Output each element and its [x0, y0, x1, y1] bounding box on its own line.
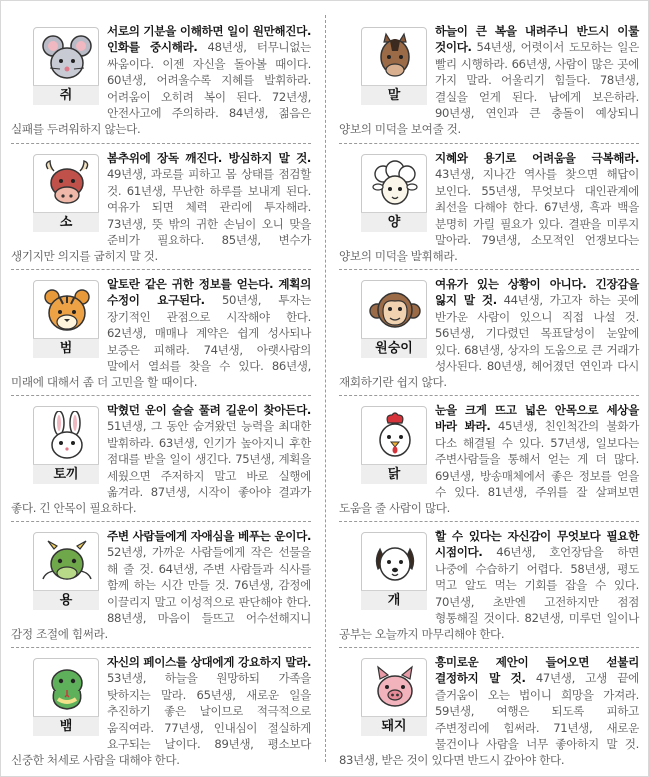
fortune-body: 53년생, 하늘을 원망하되 가족을 탓하지는 말라. 65년생, 새로운 일을 추진하기 좋은 날이므로 적극적으로 움직여라. 77년생, 인내심이 절실하게 요구되는 날이다. 89년생, 평소보다 신중한 처세로 사람을 대해야 한다.	[11, 671, 311, 768]
fortune-body: 51년생, 그 동안 숨겨왔던 능력을 최대한 발휘하라. 63년생, 인기가 높아지니 후한 점대를 받을 일이 생긴다. 75년생, 계획을 세웠으면 주저하지 말고 바로 실행에 옮겨라. 87년생, 시작이 좋아야 결과가 좋다. 긴 안목이 필요하다.	[11, 419, 311, 516]
fortune-headline: 주변 사람들에게 자애심을 베푸는 운이다.	[107, 529, 311, 543]
fortune-headline: 눈을 크게 뜨고 넓은 안목으로 세상을 바라 봐라.	[435, 403, 639, 434]
fortune-body: 47년생, 고생 끝에 즐거움이 오는 법이니 희망을 가져라. 59년생, 여행은 되도록 피하고 주변정리에 힘써라. 71년생, 새로운 물건이나 사람을 너무 좋아하지 말 것. 83년생, 받은 것이 있다면 반드시 갚아야 한다.	[339, 671, 639, 768]
monkey-icon-box	[361, 280, 427, 358]
horse-icon	[368, 32, 422, 84]
zodiac-name-label: 양	[361, 212, 427, 232]
zodiac-name-label: 쥐	[33, 85, 99, 105]
rat-icon	[40, 32, 94, 84]
zodiac-entry-horse	[339, 17, 639, 143]
ox-icon-box	[33, 154, 99, 232]
zodiac-name-label: 돼지	[361, 716, 427, 736]
monkey-icon	[368, 285, 422, 337]
rooster-icon-box	[361, 406, 427, 484]
fortune-headline: 여유가 있는 상황이 아니다. 긴장감을 잃지 말 것.	[435, 277, 639, 308]
snake-icon-box	[33, 658, 99, 736]
rabbit-icon	[40, 411, 94, 463]
fortune-body: 46년생, 호언장담을 하면 나중에 수습하기 어렵다. 58년생, 평도 먹고 알도 먹는 기회를 잡을 수 있다. 70년생, 초반엔 고전하지만 점점 형통해질 것이다. 82년생, 미루던 일이나 공부는 오늘까지 마무리해야 한다.	[339, 545, 639, 642]
left-column	[11, 17, 311, 773]
fortune-body: 49년생, 과로를 피하고 몸 상태를 점검할 것. 61년생, 무난한 하루를 보내게 된다. 여유가 되면 체력 관리에 투자해라. 73년생, 뜻 밖의 귀한 손님이 오니 맞을 준비가 필요하다. 85년생, 변수가 생기지만 의지를 굽히지 말 것.	[11, 167, 311, 264]
fortune-headline: 막혔던 운이 술술 풀려 길운이 찾아든다.	[107, 403, 311, 417]
fortune-headline: 하늘이 큰 복을 내려주니 반드시 이룰 것이다.	[435, 24, 639, 55]
fortune-headline: 서로의 기분을 이해하면 일이 원만해진다. 인화를 중시해라.	[107, 24, 311, 55]
horse-icon-box	[361, 27, 427, 105]
zodiac-entry-rooster	[339, 395, 639, 521]
tiger-icon	[40, 285, 94, 337]
right-column	[339, 17, 639, 773]
zodiac-name-label: 뱀	[33, 716, 99, 736]
fortune-headline: 지혜와 용기로 어려움을 극복해라.	[435, 151, 639, 165]
zodiac-entry-dog	[339, 521, 639, 647]
zodiac-entry-rat	[11, 17, 311, 143]
zodiac-entry-pig	[339, 647, 639, 773]
rooster-icon	[368, 411, 422, 463]
sheep-icon	[368, 159, 422, 211]
zodiac-name-label: 개	[361, 590, 427, 610]
fortune-body: 45년생, 친인척간의 불화가 다소 해결될 수 있다. 57년생, 일보다는 주변사람들을 통해서 얻는 게 더 많다. 69년생, 방송매체에서 좋은 정보를 얻을 수 있다. 81년생, 주위를 잘 살펴보면 도움을 줄 사람이 많다.	[339, 419, 640, 516]
fortune-headline: 흥미로운 제안이 들어오면 섣불리 결정하지 말 것.	[435, 655, 639, 686]
pig-icon	[368, 663, 422, 715]
dragon-icon	[40, 537, 94, 589]
fortune-headline: 자신의 페이스를 상대에게 강요하지 말라.	[107, 655, 311, 669]
fortune-headline: 봄추위에 장독 깨진다. 방심하지 말 것.	[107, 151, 311, 165]
fortune-headline: 할 수 있다는 자신감이 무엇보다 필요한 시점이다.	[435, 529, 639, 560]
zodiac-entry-monkey	[339, 269, 639, 395]
rat-icon-box	[33, 27, 99, 105]
sheep-icon-box	[361, 154, 427, 232]
tiger-icon-box	[33, 280, 99, 358]
column-divider	[325, 15, 326, 762]
zodiac-name-label: 원숭이	[361, 338, 427, 358]
dog-icon	[368, 537, 422, 589]
fortune-headline: 알토란 같은 귀한 정보를 얻는다. 계획의 수정이 요구된다.	[107, 277, 311, 308]
zodiac-name-label: 소	[33, 212, 99, 232]
zodiac-name-label: 범	[33, 338, 99, 358]
zodiac-name-label: 말	[361, 85, 427, 105]
zodiac-name-label: 토끼	[33, 464, 99, 484]
fortune-body: 44년생, 가고자 하는 곳에 반가운 사람이 있으니 직접 나설 것. 56년생, 기다렸던 목표달성이 눈앞에 있다. 68년생, 상자의 도움으로 큰 거래가 성사된다. 80년생, 헤어졌던 연인과 다시 재회하기란 쉽지 않다.	[339, 293, 639, 390]
dog-icon-box	[361, 532, 427, 610]
fortune-body: 52년생, 가까운 사람들에게 작은 선물을 해 줄 것. 64년생, 주변 사람들과 식사를 함께 하는 시간 만들 것. 76년생, 감정에 이끌리지 말고 이성적으로 판단해야 한다. 88년생, 마음이 들뜨고 어수선해지니 감정 조절에 힘써라.	[11, 545, 311, 642]
fortune-body: 50년생, 투자는 장기적인 관점으로 시작해야 한다. 62년생, 매매나 계약은 쉽게 성사되나 보증은 피해라. 74년생, 아랫사람의 말에서 열쇠를 찾을 수 있다. 86년생, 미래에 대해서 좀 더 고민을 할 때이다.	[11, 293, 311, 390]
zodiac-entry-sheep	[339, 143, 639, 269]
fortune-body: 48년생, 터무니없는 싸움이다. 이젠 자신을 돌아볼 때이다. 60년생, 어려울수록 지혜를 발휘하라. 어려움이 오히려 복이 된다. 72년생, 안전사고에 주의하라. 84년생, 젊음은 실패를 두려워하지 않는다.	[11, 40, 311, 137]
zodiac-name-label: 닭	[361, 464, 427, 484]
zodiac-entry-dragon	[11, 521, 311, 647]
snake-icon	[40, 663, 94, 715]
fortune-body: 54년생, 어렷이서 도모하는 일은 빨리 시행하라. 66년생, 사람이 많은 곳에 가지 말라. 어울리기 힘들다. 78년생, 결실을 얻게 된다. 남에게 보은하라. 90년생, 연인과 큰 충돌이 예상되니 양보의 미덕을 보여줄 것.	[339, 40, 639, 137]
zodiac-entry-ox	[11, 143, 311, 269]
ox-icon	[40, 159, 94, 211]
zodiac-name-label: 용	[33, 590, 99, 610]
zodiac-entry-tiger	[11, 269, 311, 395]
dragon-icon-box	[33, 532, 99, 610]
fortune-body: 43년생, 지나간 역사를 찾으면 해답이 보인다. 55년생, 무엇보다 대인관계에 최선을 다해야 한다. 67년생, 흑과 백을 분명히 가릴 필요가 있다. 결판을 미루지 말아라. 79년생, 소모적인 언쟁보다는 양보의 미덕을 발휘해라.	[339, 167, 639, 264]
rabbit-icon-box	[33, 406, 99, 484]
pig-icon-box	[361, 658, 427, 736]
zodiac-entry-rabbit	[11, 395, 311, 521]
zodiac-entry-snake	[11, 647, 311, 773]
